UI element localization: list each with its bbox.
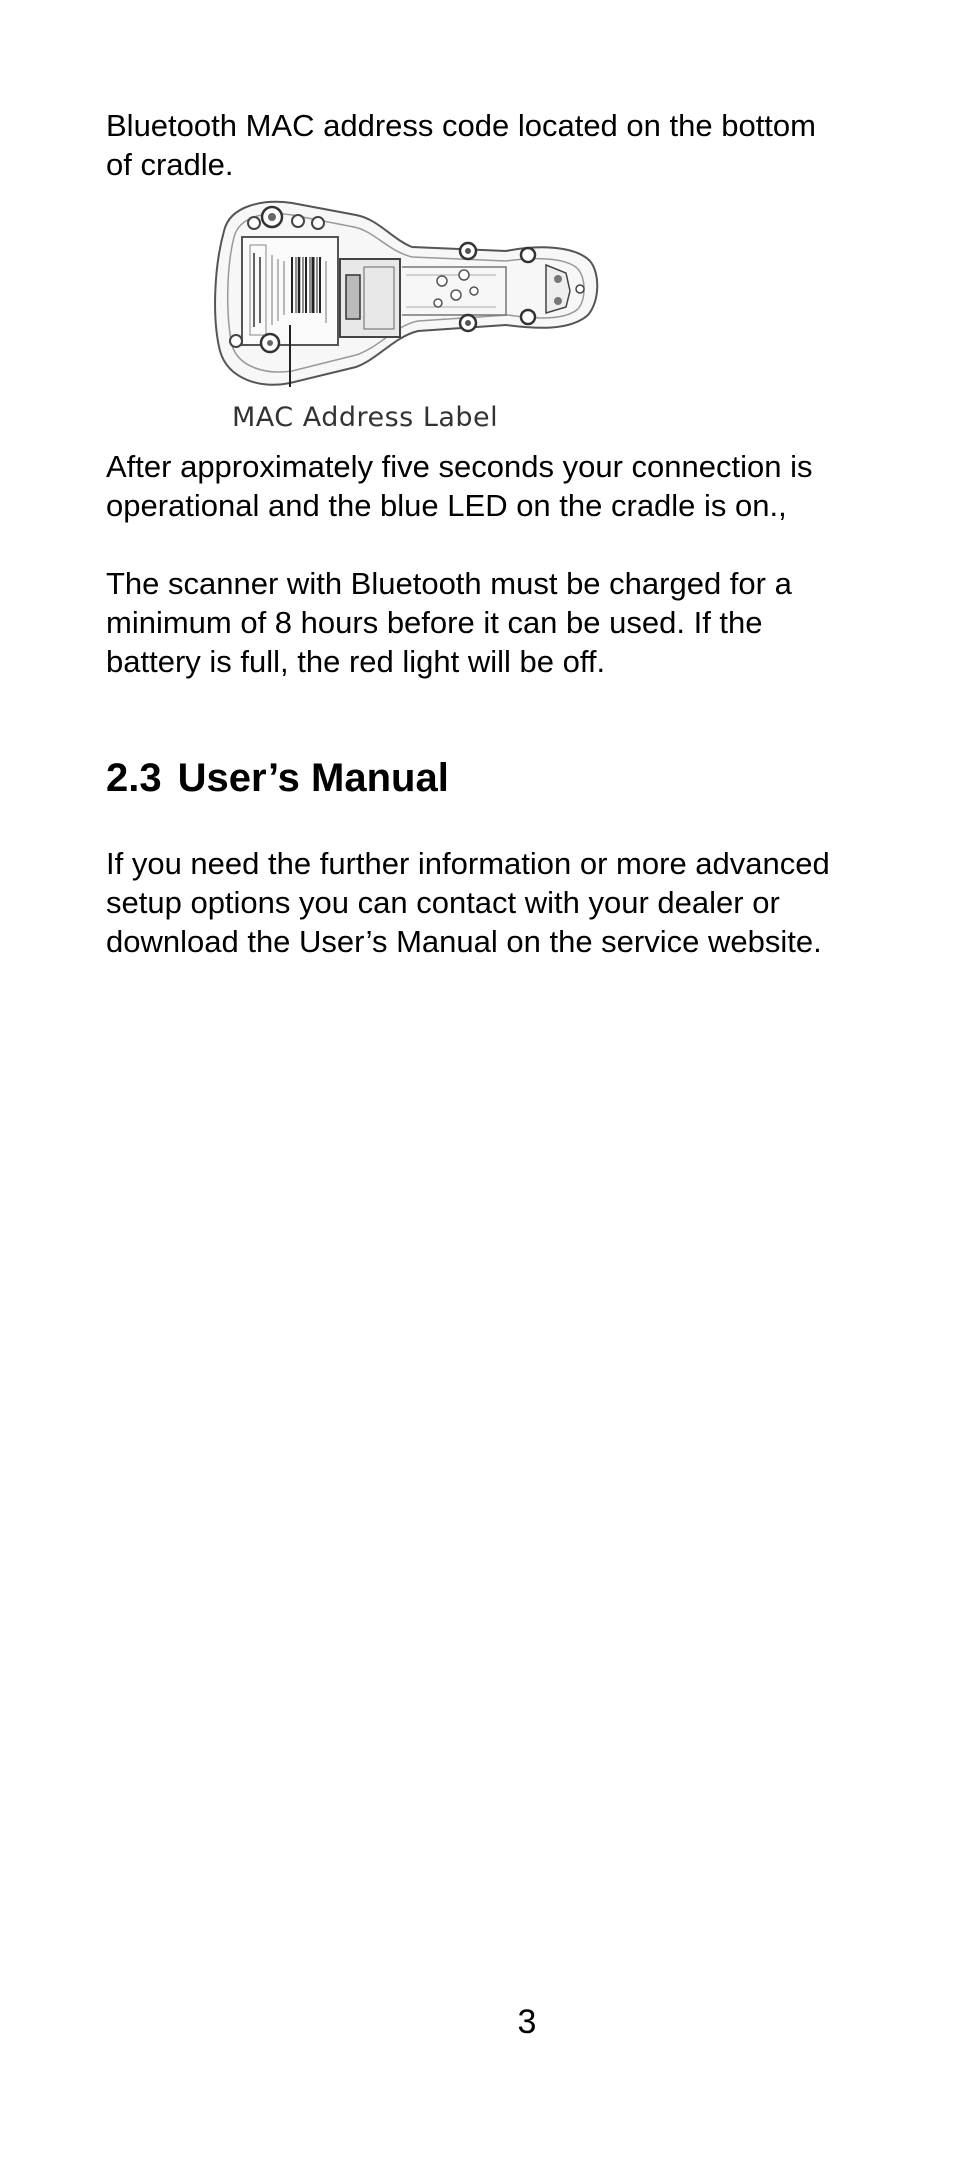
intro-line: Bluetooth MAC address code located on the bottom: [106, 108, 816, 143]
connection-line: After approximately five seconds your connection is: [106, 449, 813, 484]
manual-paragraph: [106, 844, 906, 961]
charge-line: minimum of 8 hours before it can be used. If the: [106, 605, 763, 640]
hole: [459, 270, 469, 280]
connection-paragraph: [106, 447, 906, 525]
charge-line: battery is full, the red light will be off.: [106, 644, 606, 679]
manual-line: setup options you can contact with your dealer or: [106, 885, 780, 920]
manual-line: If you need the further information or more advanced: [106, 846, 830, 881]
cradle-bottom-illustration: [206, 195, 606, 435]
intro-line: of cradle.: [106, 147, 234, 182]
charge-paragraph: [106, 564, 906, 681]
page-number: 3: [517, 2003, 537, 2041]
hole: [437, 276, 447, 286]
figure-caption: MAC Address Label: [232, 402, 499, 433]
intro-paragraph: [106, 106, 906, 184]
section-title: User’s Manual: [177, 756, 449, 800]
screw-hole: [268, 213, 276, 221]
section-number: 2.3: [106, 756, 162, 800]
screw-hole: [292, 215, 304, 227]
hole: [434, 299, 442, 307]
screw-hole: [312, 217, 324, 229]
connection-line: operational and the blue LED on the cradle is on.,: [106, 488, 787, 523]
hole: [470, 287, 478, 295]
charge-line: The scanner with Bluetooth must be charged for a: [106, 566, 792, 601]
rubber-foot: [521, 310, 535, 324]
cradle-bottom-figure: [206, 195, 606, 435]
rubber-foot: [521, 248, 535, 262]
manual-line: download the User’s Manual on the service website.: [106, 924, 822, 959]
hole: [451, 290, 461, 300]
section-heading: [106, 753, 449, 803]
screw-hole: [230, 335, 242, 347]
screw-hole: [248, 217, 260, 229]
